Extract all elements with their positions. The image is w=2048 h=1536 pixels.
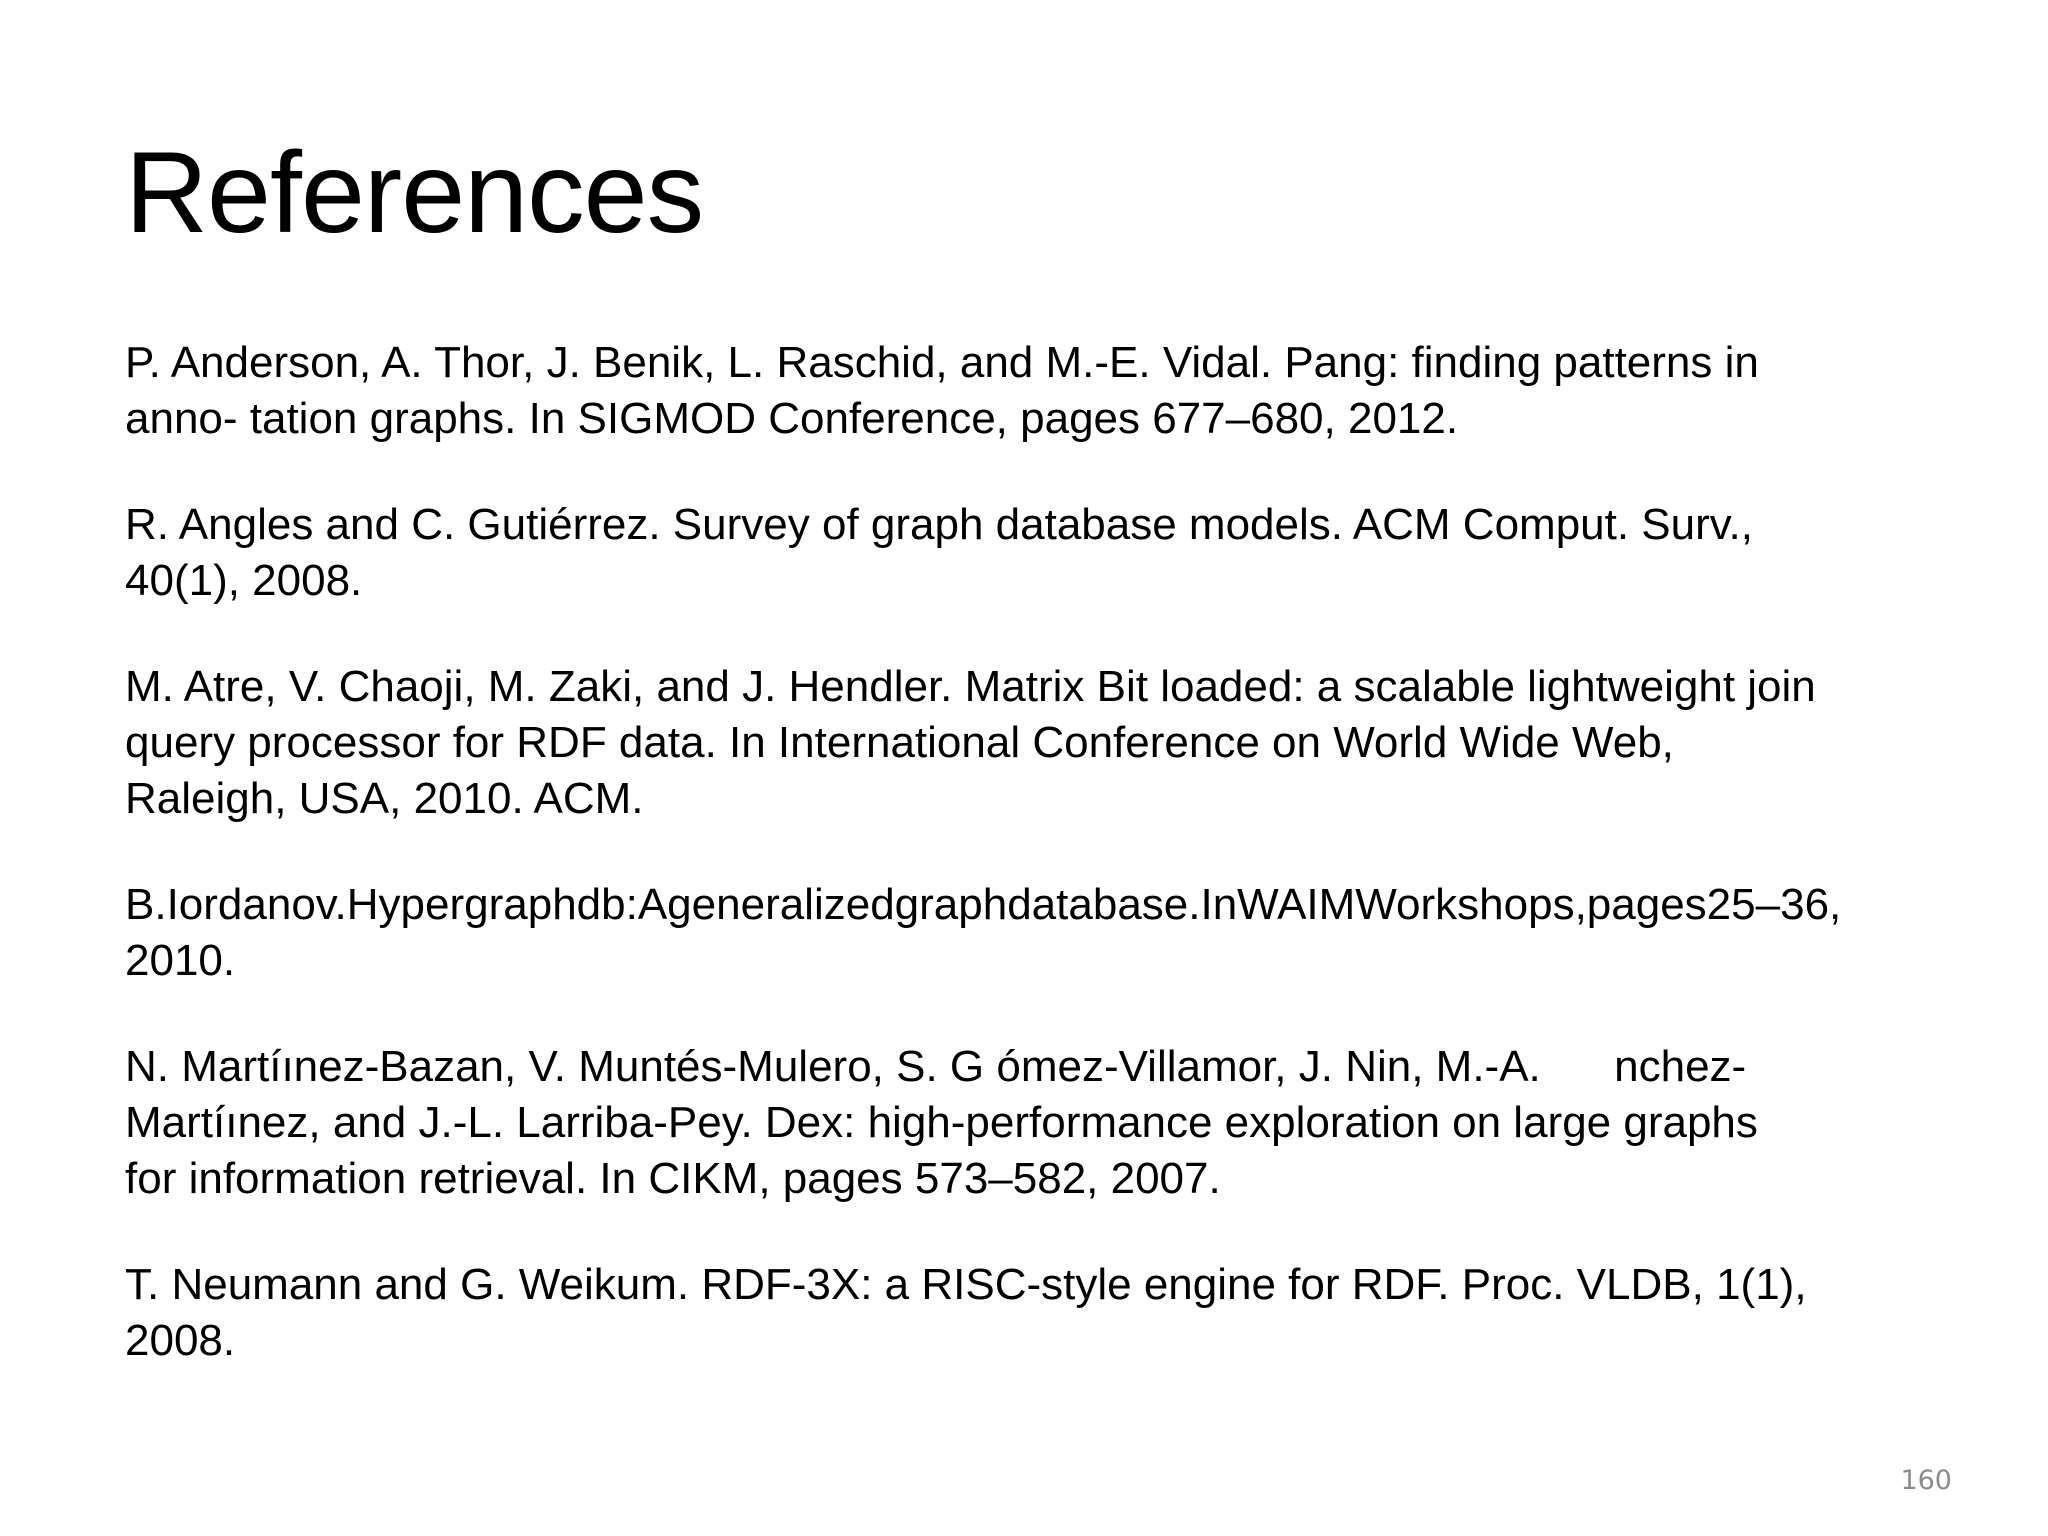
reference-line: Martíınez, and J.-L. Larriba-Pey. Dex: high-performance exploration on large graphs xyxy=(125,1098,1758,1147)
page-number: 160 xyxy=(1900,1465,1952,1496)
reference-line: query processor for RDF data. In International Conference on World Wide Web, xyxy=(125,718,1674,767)
slide-title: References xyxy=(125,129,704,257)
reference-line: 40(1), 2008. xyxy=(125,556,363,605)
reference-line: M. Atre, V. Chaoji, M. Zaki, and J. Hendler. Matrix Bit loaded: a scalable lightweight join xyxy=(125,662,1816,711)
reference-line: R. Angles and C. Gutiérrez. Survey of graph database models. ACM Comput. Surv., xyxy=(125,500,1753,549)
reference-line: anno- tation graphs. In SIGMOD Conference, pages 677–680, 2012. xyxy=(125,394,1459,443)
reference-line: 2008. xyxy=(125,1316,236,1365)
reference-item xyxy=(125,335,1955,447)
reference-line: P. Anderson, A. Thor, J. Benik, L. Raschid, and M.-E. Vidal. Pang: finding patterns in xyxy=(125,338,1759,387)
reference-line: T. Neumann and G. Weikum. RDF-3X: a RISC-style engine for RDF. Proc. VLDB, 1(1), xyxy=(125,1260,1807,1309)
reference-line: Raleigh, USA, 2010. ACM. xyxy=(125,774,644,823)
reference-line: 2010. xyxy=(125,936,236,985)
reference-line: N. Martíınez-Bazan, V. Muntés-Mulero, S. G ómez-Villamor, J. Nin, M.-A. nchez- xyxy=(125,1042,1747,1091)
reference-item xyxy=(125,877,1955,989)
reference-item xyxy=(125,1039,1955,1207)
reference-item xyxy=(125,659,1955,827)
reference-list xyxy=(125,335,1955,1419)
reference-item xyxy=(125,497,1955,609)
reference-line: B.Iordanov.Hypergraphdb:Ageneralizedgraphdatabase.InWAIMWorkshops,pages25–36, xyxy=(125,880,1842,929)
reference-line: for information retrieval. In CIKM, pages 573–582, 2007. xyxy=(125,1154,1221,1203)
reference-item xyxy=(125,1257,1955,1369)
